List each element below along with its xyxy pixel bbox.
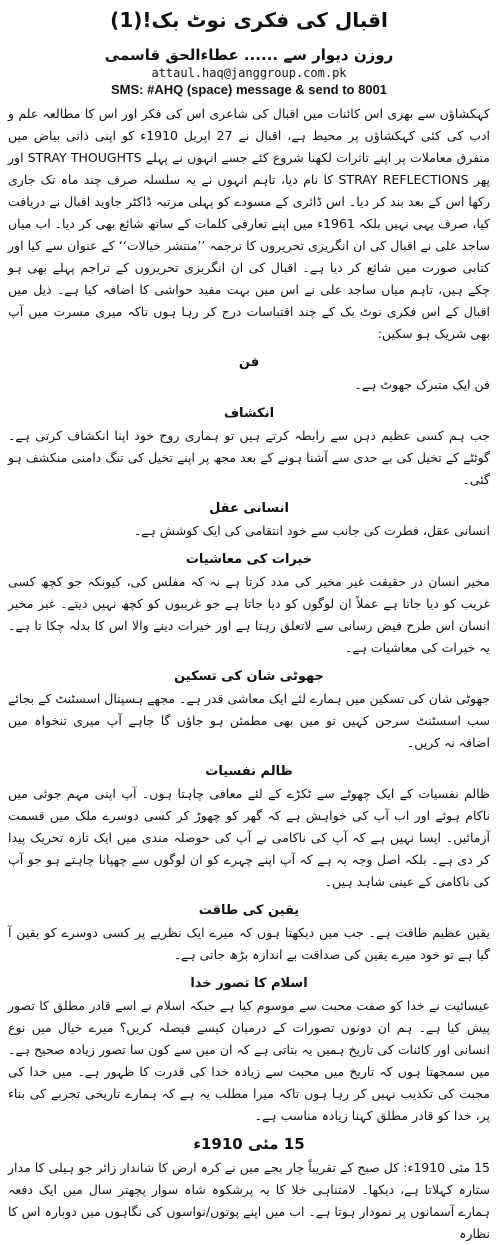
section-heading: جھوٹی شان کی تسکین <box>174 669 324 684</box>
final-paragraph: 15 مئی 1910ء: کل صبح کے تقریباً چار بجے میں نے کرہ ارض کا شاندار زائر جو ہیلی کا مدار ستارہ کہلاتا ہے، دیکھا۔ لامتناہی خلا کا یہ پرشکوہ شاہ سوار پچھتر سال میں ایک دفعہ ہمارے آسمانوں پر نمودار ہوتا ہے۔ اب میں اپنے پوتوں/نواسوں کی نگاہوں میں دوبارہ اس کا نظارہ <box>8 1160 490 1241</box>
section-heading: ظالم نفسیات <box>205 764 293 779</box>
section-revelation <box>8 406 490 491</box>
section-heading: انکشاف <box>223 406 275 421</box>
section-art <box>8 355 490 396</box>
section-human-intellect <box>8 501 490 542</box>
section-body: جھوٹی شان کی تسکین میں ہمارے لئے ایک معاشی قدر ہے۔ مجھے ہسپتال اسسٹنٹ کے بجائے سب اسسٹنٹ سرجن کہیں تو میں بھی مطمئن ہو جاؤں گا چاہے آپ میری تنخواہ میں اضافہ نہ کریں۔ <box>8 691 490 750</box>
author-email[interactable]: attaul.haq@janggroup.com.pk <box>151 66 347 80</box>
section-heading: انسانی عقل <box>209 501 289 516</box>
section-power-of-belief <box>8 903 490 966</box>
section-heading: اسلام کا تصور خدا <box>190 976 308 991</box>
section-charity-economics <box>8 552 490 659</box>
section-islamic-concept-of-god <box>8 976 490 1127</box>
section-vanity <box>8 669 490 754</box>
column-byline: روزن دیوار سے ...... عطاءالحق قاسمی <box>104 46 394 64</box>
section-body: عیسائیت نے خدا کو صفت محبت سے موسوم کیا ہے جبکہ اسلام نے اسے قادر مطلق کا تصور پیش کیا ہے۔ ہم ان دونوں تصورات کے درمیان کیسے فیصلہ کریں؟ میرے خیال میں نوع انسانی اور کائنات کی تاریخ ہمیں یہ بتاتی ہے کہ ان میں سے کون سا تصور زیادہ صحیح ہے۔ میں سمجھتا ہوں کہ تاریخ میں محبت سے زیادہ خدا کی قدرت کا ظہور ہے۔ میں خدا کی محبت کی تکذیب نہیں کر رہا ہوں تاکہ میرا مطلب یہ ہے کہ ہمارے تاریخی تجربے کی بناء پر، خدا کو قادر مطلق کہنا زیادہ مناسب ہے۔ <box>8 998 490 1123</box>
section-cruel-psychology <box>8 764 490 893</box>
section-heading: یقین کی طاقت <box>198 903 300 918</box>
intro-paragraph: کہکشاؤں سے بھری اس کائنات میں اقبال کی شاعری اس کی فکر اور اس کا مطالعہ علم و ادب کی کئی کہکشاؤں پر محیط ہے، اقبال نے 27 اپریل 1910ء کو اپنی ذاتی بیاض میں متفرق معاملات پر اپنے تاثرات لکھنا شروع کئے جسے انہوں نے پہلے STRAY THOUGHTS اور پھر STRAY REFLECTIONS کا نام دیا، تاہم انہوں نے یہ سلسلہ صرف چند ماہ تک جاری رکھا اس کے بعد بند کر دیا۔ اس ڈائری کے مسودے کو پہلی مرتبہ ڈاکٹر جاوید اقبال نے دریافت کیا، صرف یہی نہیں بلکہ 1961ء میں اپنے تعارفی کلمات کے ساتھ شائع بھی کر دیا۔ اب میاں ساجد علی نے اقبال کی ان انگریزی تحریروں کا ترجمہ ’’منتشر خیالات‘‘ کے عنوان سے کیا اور کتابی صورت میں شائع کر دیا ہے۔ اقبال کی ان انگریزی تحریروں کے تراجم پہلے بھی ہو چکے ہیں، تاہم میاں ساجد علی نے اس میں بہت مفید حواشی کا اضافہ کیا ہے۔ ذیل میں اقبال کے اس فکری نوٹ بک کے چند اقتباسات درج کر رہا ہوں تاکہ میری مسرت میں آپ بھی شریک ہو سکیں: <box>8 106 491 341</box>
section-body: فن ایک متبرک جھوٹ ہے۔ <box>354 377 490 392</box>
date-heading: 15 مئی 1910ء <box>193 1135 305 1153</box>
section-body: انسانی عقل، فطرت کی جانب سے خود انتقامی کی ایک کوشش ہے۔ <box>133 523 490 538</box>
article-title: اقبال کی فکری نوٹ بک!(1) <box>110 8 388 32</box>
section-heading: فن <box>238 355 260 370</box>
sms-info: SMS: #AHQ (space) message & send to 8001 <box>111 82 387 97</box>
section-body: مخیر انسان در حقیقت غیر مخیر کی مدد کرتا ہے نہ کہ مفلس کی، کیونکہ جو کچھ کسی غریب کو دیا جاتا ہے عملاً ان لوگوں کو دیا جاتا ہے جو غریبوں کو کچھ نہیں دیتے۔ غیر مخیر انسان اس طرح فیض رسانی سے لاتعلق رہتا ہے اور خیرات دینے والا اس کا بدلہ چکا تا ہے۔ یہ خیرات کی معاشیات ہے۔ <box>8 574 490 655</box>
section-body: ظالم نفسیات کے ایک چھوٹے سے ٹکڑے کے لئے معافی چاہتا ہوں۔ آپ اپنی مہم جوئی میں ناکام ہوئے اور اب آپ کی خواہش ہے کہ گھر کو چھوڑ کر کسی دوسرے ملک میں قسمت آزمائیں۔ ایسا نہیں ہے کہ آپ کی ناکامی نے آپ کی حوصلہ مندی میں ایک تازہ تحریک پیدا کر دی ہے۔ بلکہ اصل وجہ یہ ہے کہ آپ اپنے چہرے کو ان لوگوں سے چھپانا چاہتے ہو جو آپ کی ناکامی کے عینی شاہد ہیں۔ <box>8 786 490 889</box>
section-body: یقین عظیم طاقت ہے۔ جب میں دیکھتا ہوں کہ میرے ایک نظریے پر کسی دوسرے کو یقین آ گیا ہے تو خود میرے یقین کی صداقت بے اندازہ بڑھ جاتی ہے۔ <box>8 925 490 962</box>
section-body: جب ہم کسی عظیم ذہن سے رابطہ کرتے ہیں تو ہماری روح خود اپنا انکشاف کرتی ہے۔ گوئٹے کے تخیل کی بے حدی سے آشنا ہونے کے بعد مجھ پر اپنے تخیل کی تنگ دامنی منکشف ہو گئی۔ <box>8 428 490 487</box>
section-heading: خیرات کی معاشیات <box>185 552 313 567</box>
